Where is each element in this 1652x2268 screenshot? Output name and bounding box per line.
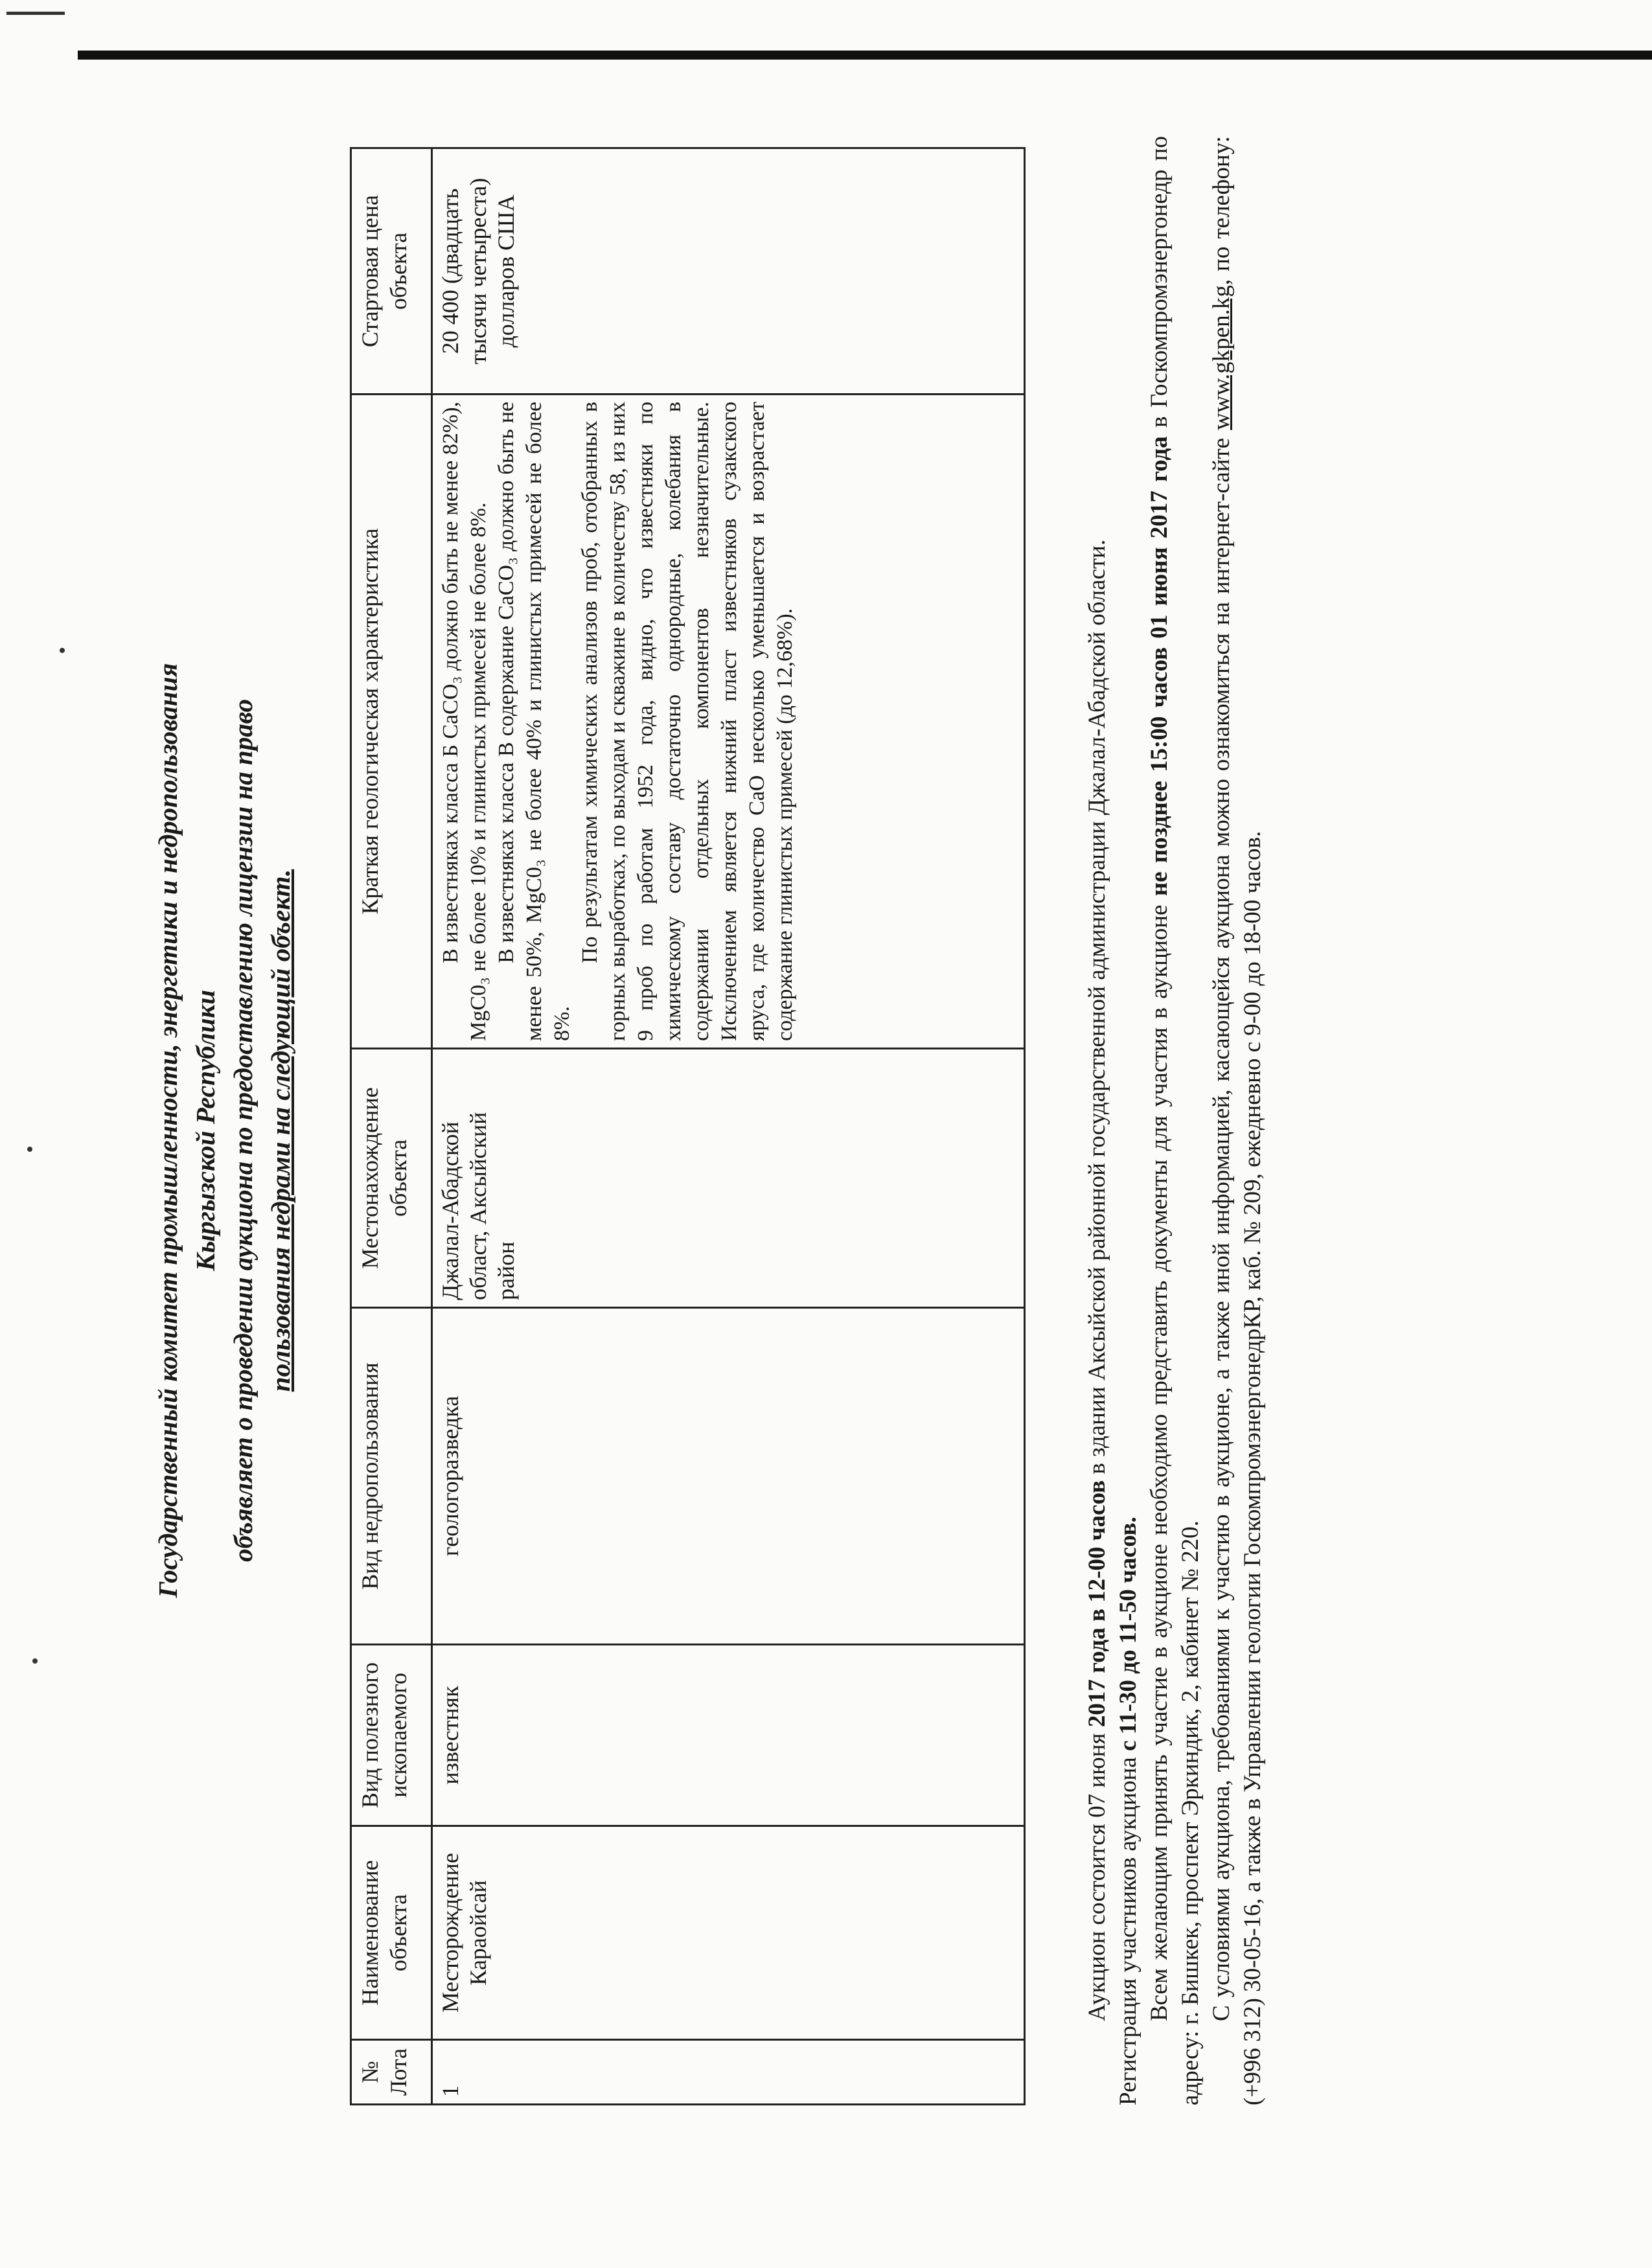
auction-datetime: 2017 года в 12-00 часов	[1084, 1480, 1110, 1728]
cell-use-type: геологоразведка	[432, 1308, 1025, 1645]
header-start-price: Стартовая цена объекта	[351, 148, 432, 395]
documents-deadline: не позднее 15:00 часов 01 июня 2017 года	[1146, 436, 1173, 897]
table-row	[432, 148, 1025, 2105]
geology-paragraph-2: В известняках класса В содержание CaCO₃ должно быть не менее 50%, MgC0₃ не более 40% и глинистых примесей не более 8%.	[494, 402, 574, 1041]
scan-speck	[27, 1147, 32, 1152]
header-location: Местонахождение объекта	[351, 1049, 432, 1308]
geology-paragraph-1: В известняках класса Б CaCO₃ должно быть не менее 82%), MgC0₃ не более 10% и глинистых примесей не более 8%.	[439, 402, 490, 1041]
registration-paragraph	[1113, 136, 1144, 2105]
header-use-type: Вид недропользования	[351, 1308, 432, 1645]
rotated-document-page	[91, 84, 1399, 2177]
header-geology: Краткая геологическая характеристика	[351, 395, 432, 1049]
text-span: С условиями аукциона, требованиями к участию в аукционе, а также иной информацией, касающейся аукциона можно ознакомиться на интернет-сайте	[1208, 430, 1235, 2021]
cell-location: Джалал-Абадской област, Аксыйский район	[432, 1049, 1025, 1308]
heading-line-4: пользования недрами на следующий объект.	[266, 869, 295, 1392]
text-span: Регистрация участников аукциона	[1115, 1751, 1141, 2105]
auction-date-paragraph	[1082, 136, 1113, 2105]
text-span: , по телефону: (+996 312) 30-05-16, а также в Управлении геологии ГоскомпромэнергонедрКР, каб. № 209, ежедневно с 9-00 до 18-00 часов.	[1208, 136, 1266, 2105]
heading-line-1: Государственный комитет промышленности, энергетики и недропользования	[153, 663, 183, 1598]
auction-lots-table	[350, 147, 1026, 2105]
geology-paragraph-3: По результатам химических анализов проб, отобранных в горных выработках, по выходам и скважине в количеству 58, из них 9 проб по работам 1952 года, видно, что известняки по химическому составу достаточно однородные, колебания в содержании отдельных компонентов незначительные. Исключением является нижний пласт известняков сузакского яруса, где количество CaO несколько уменьшается и возрастает содержание глинистых примесей (до 12,68%).	[578, 402, 797, 1041]
heading-line-2: Кыргызской Республики	[190, 989, 220, 1272]
contacts-paragraph	[1206, 136, 1268, 2105]
scan-border-bar	[78, 51, 1652, 60]
header-lot-no: № Лота	[351, 2040, 432, 2105]
header-mineral-type: Вид полезного ископаемого	[351, 1645, 432, 1826]
cell-lot-no: 1	[432, 2040, 1025, 2105]
scan-speck	[32, 1658, 38, 1664]
auction-details	[1082, 136, 1268, 2105]
header-object-name: Наименование объекта	[351, 1826, 432, 2040]
cell-mineral-type: известняк	[432, 1645, 1025, 1826]
cell-object-name: Месторождение Караойсай	[432, 1826, 1025, 2040]
scan-speck	[60, 648, 65, 653]
scan-edge-mark	[6, 12, 65, 15]
website-link[interactable]: www.gkpen.kg	[1208, 285, 1235, 430]
heading-line-3: объявляет о проведении аукциона по предоставлению лицензии на право	[228, 699, 258, 1562]
text-span: в Госкомпромэнергонедр по адресу: г. Бишкек, проспект Эркиндик, 2, кабинет № 220.	[1146, 136, 1204, 2105]
registration-time: с 11-30 до 11-50 часов.	[1115, 1517, 1141, 1752]
documents-paragraph	[1144, 136, 1206, 2105]
text-span: Всем желающим принять участие в аукционе необходимо представить документы для участия в аукционе	[1146, 896, 1173, 2021]
text-span: Аукцион состоится 07 июня	[1084, 1727, 1110, 2021]
announcement-heading	[149, 84, 299, 2177]
table-header-row	[351, 148, 432, 2105]
cell-start-price: 20 400 (двадцать тысячи четыреста) долларов США	[432, 148, 1025, 395]
cell-geology	[432, 395, 1025, 1049]
text-span: в здании Аксыйской районной государственной администрации Джалал-Абадской области.	[1084, 539, 1110, 1480]
